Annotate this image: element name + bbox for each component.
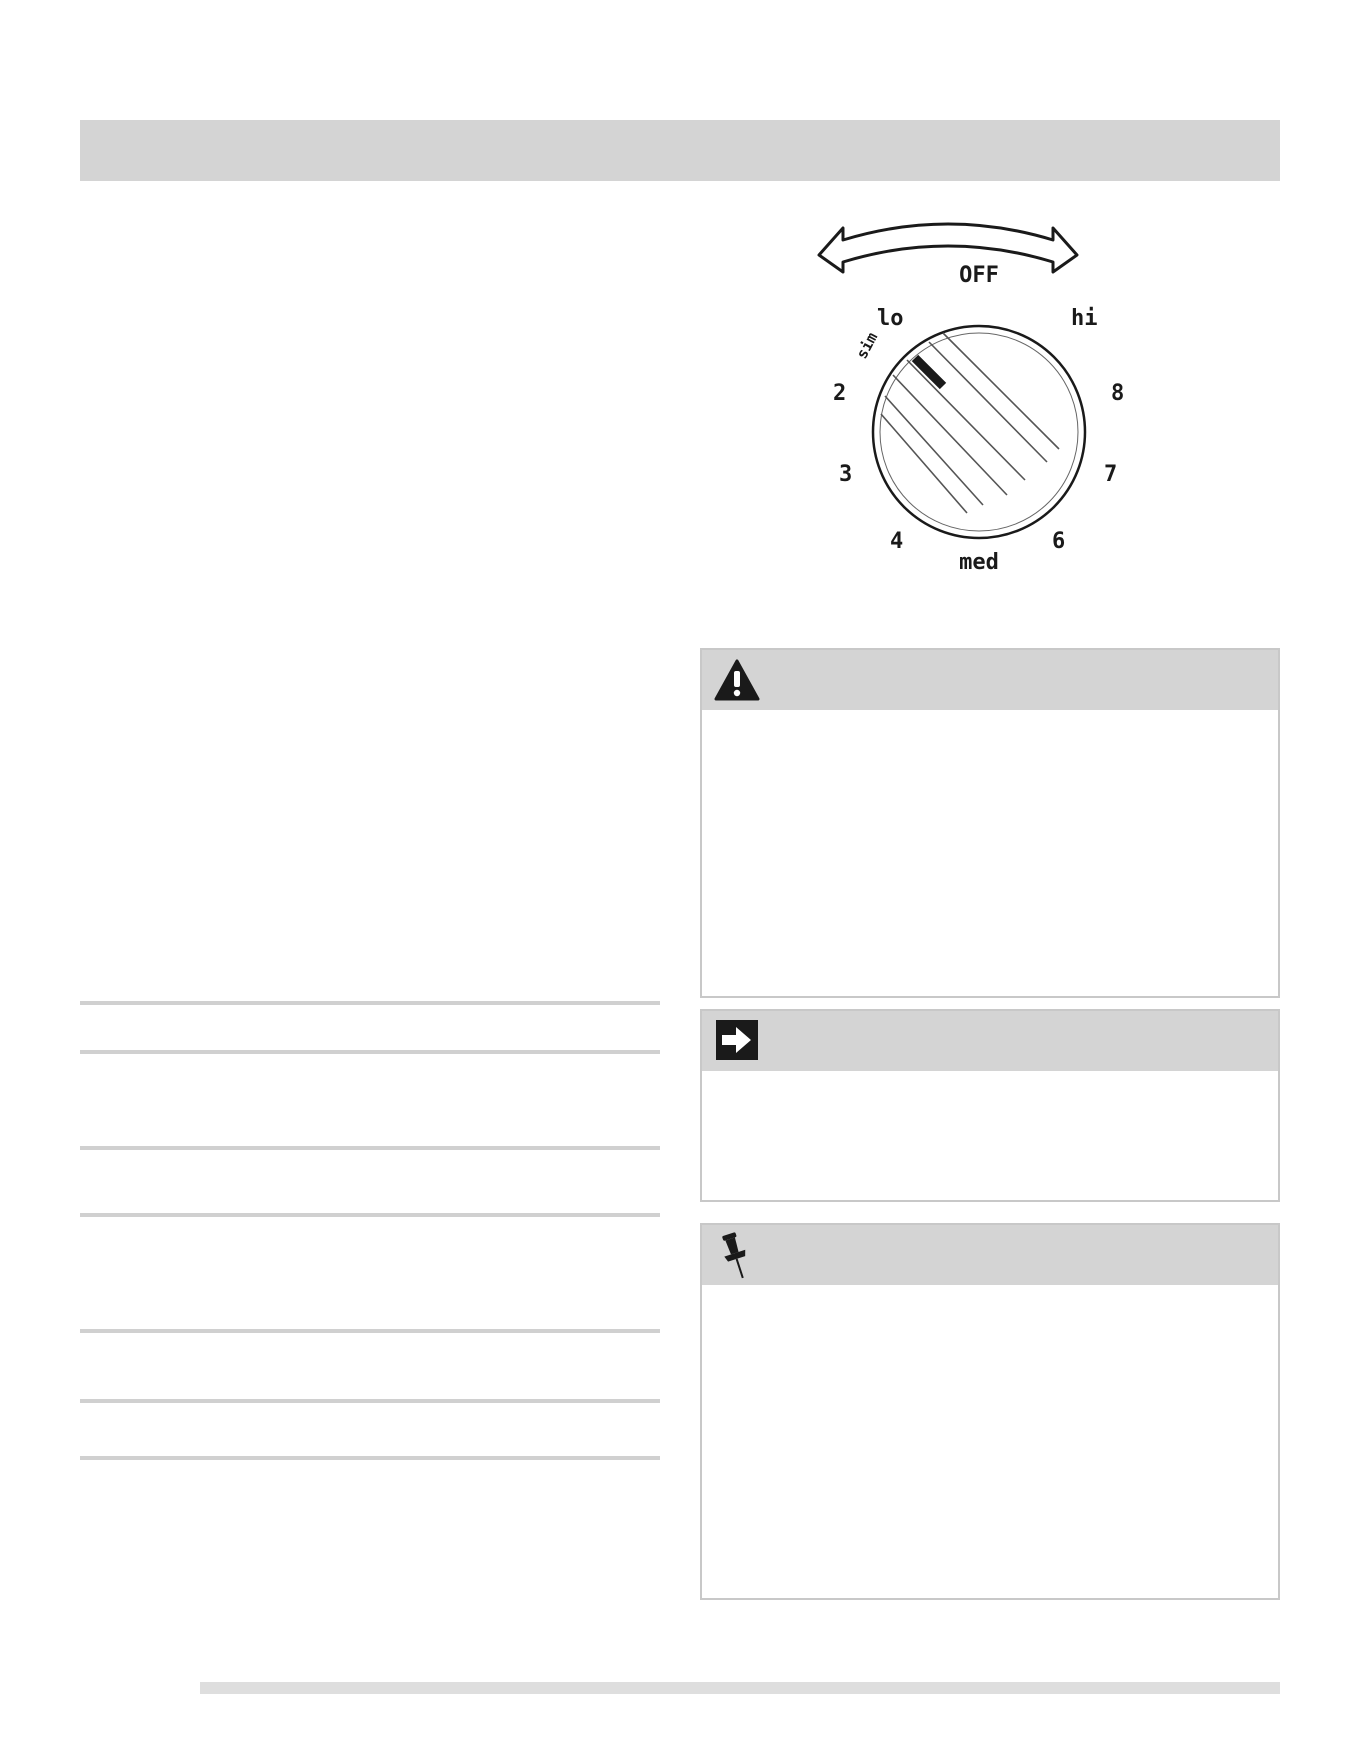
warning-callout-header — [702, 650, 1278, 710]
section-rule-5 — [80, 1329, 660, 1333]
hi-label: hi — [1071, 306, 1098, 331]
pushpin-icon — [718, 1231, 754, 1283]
num-6-label: 6 — [1052, 529, 1066, 554]
section-rule-7 — [80, 1456, 660, 1460]
warning-triangle-icon — [714, 658, 760, 704]
off-label: OFF — [959, 263, 999, 288]
tip-callout — [700, 1223, 1280, 1600]
num-8-label: 8 — [1111, 381, 1125, 406]
section-header-bar — [80, 120, 1280, 181]
knob-outer-ring — [873, 326, 1085, 538]
section-rule-6 — [80, 1399, 660, 1403]
rotation-arrow-icon — [819, 224, 1077, 272]
med-label: med — [959, 550, 999, 575]
section-rule-2 — [80, 1050, 660, 1054]
note-callout — [700, 1009, 1280, 1202]
section-rule-3 — [80, 1146, 660, 1150]
warning-callout — [700, 648, 1280, 998]
section-rule-1 — [80, 1001, 660, 1005]
note-callout-header — [702, 1011, 1278, 1071]
sim-label: sim — [852, 329, 882, 362]
control-knob-diagram — [797, 200, 1167, 595]
num-3-label: 3 — [839, 462, 853, 487]
num-2-label: 2 — [833, 381, 847, 406]
section-rule-4 — [80, 1213, 660, 1217]
arrow-right-icon — [716, 1020, 758, 1060]
num-4-label: 4 — [890, 529, 904, 554]
num-7-label: 7 — [1104, 462, 1118, 487]
footer-bar — [200, 1682, 1280, 1694]
lo-label: lo — [877, 306, 904, 331]
tip-callout-header — [702, 1225, 1278, 1285]
